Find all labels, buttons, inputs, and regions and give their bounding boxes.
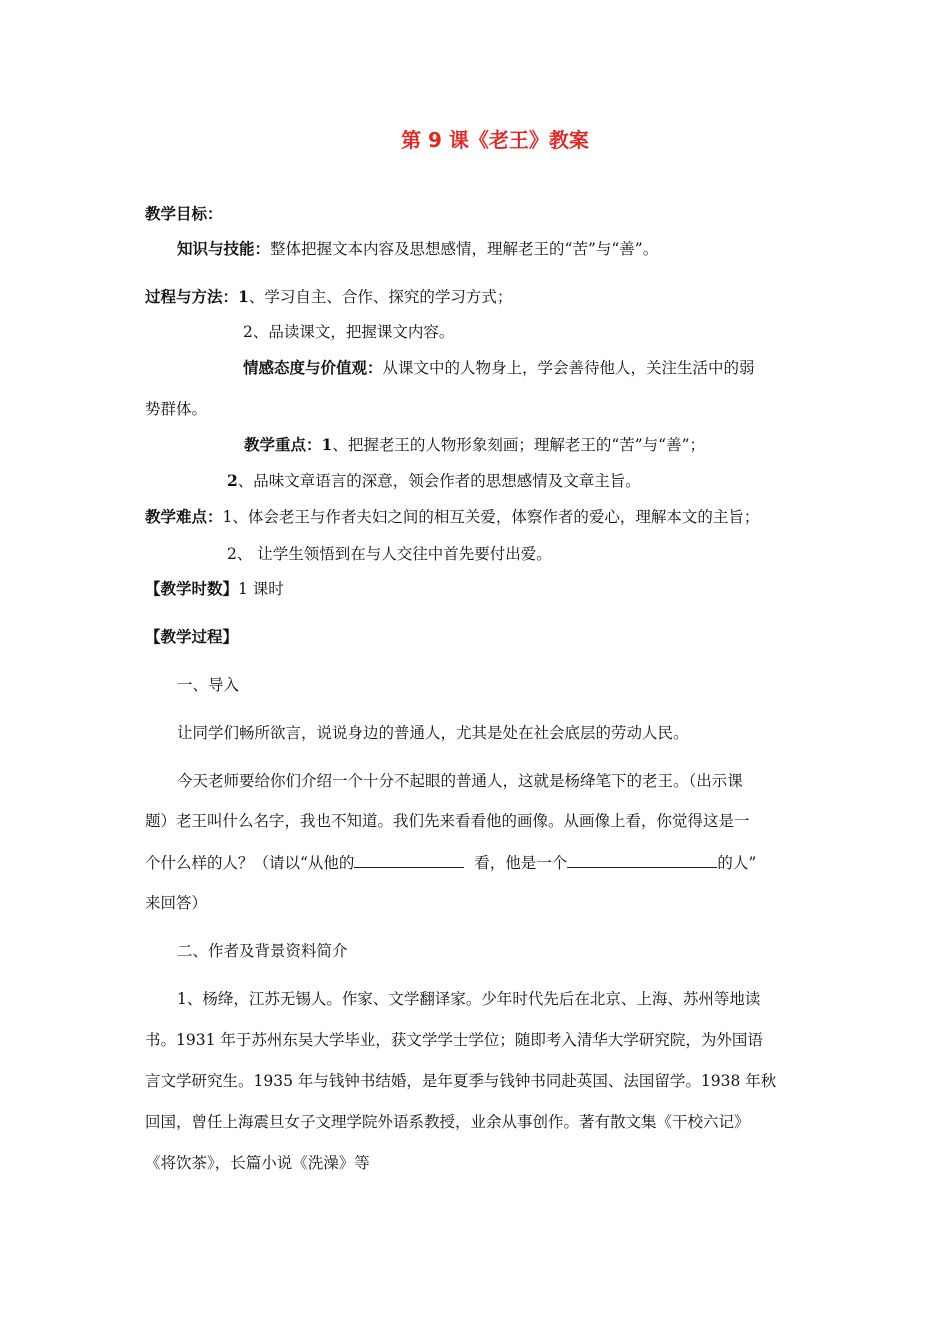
difficulty-label: 教学难点： — [145, 507, 223, 526]
key-item1-num: 1 — [321, 435, 333, 454]
section1-heading: 一、导入 — [177, 676, 240, 694]
knowledge-line — [177, 238, 658, 260]
process-item1-text: 、学习自主、合作、探究的学习方式； — [248, 288, 513, 306]
knowledge-text: 整体把握文本内容及思想感情，理解老王的“苦”与“善”。 — [270, 240, 659, 258]
key-item1-text: 、把握老王的人物形象刻画；理解老王的“苦”与“善”； — [332, 436, 706, 454]
section2-line3: 言文学研究生。1935 年与钱钟书结婚，是年夏季与钱钟书同赴英国、法国留学。1938 年秋 — [145, 1072, 777, 1090]
key-label: 教学重点： — [244, 435, 322, 454]
section1-p2-line4: 来回答） — [145, 894, 208, 912]
section2-line5: 《将饮茶》，长篇小说《洗澡》等 — [145, 1154, 370, 1172]
hours-line — [145, 578, 284, 600]
emotion-label: 情感态度与价值观： — [243, 358, 383, 377]
answer-blank-2[interactable] — [567, 851, 717, 868]
key-points-line1 — [244, 434, 705, 456]
section2-line1: 1、杨绛，江苏无锡人。作家、文学翻译家。少年时代先后在北京、上海、苏州等地读 — [177, 990, 761, 1008]
section2-heading: 二、作者及背景资料简介 — [177, 942, 348, 960]
emotion-text-line2: 势群体。 — [145, 400, 208, 418]
difficulty-item2: 2、 让学生领悟到在与人交往中首先要付出爱。 — [227, 545, 552, 563]
knowledge-label: 知识与技能： — [177, 239, 271, 258]
emotion-line — [243, 357, 755, 379]
difficulty-item1: 1、体会老王与作者夫妇之间的相互关爱，体察作者的爱心，理解本文的主旨； — [222, 508, 760, 526]
difficulty-line1 — [145, 506, 759, 528]
page-title: 第 9 课《老王》教案 — [401, 128, 589, 152]
section1-p2-line1: 今天老师要给你们介绍一个十分不起眼的普通人，这就是杨绛笔下的老王。（出示课 — [177, 772, 743, 790]
process-item1-num: 1 — [238, 287, 249, 306]
emotion-text-line1: 从课文中的人物身上，学会善待他人，关注生活中的弱 — [382, 359, 755, 377]
hours-value: 1 课时 — [238, 580, 284, 598]
key-points-line2 — [227, 470, 641, 492]
answer-blank-1[interactable] — [354, 851, 464, 868]
prompt-part-c: 的人” — [717, 854, 757, 872]
key-item2-text: 、品味文章语言的深意，领会作者的思想感情及文章主旨。 — [237, 472, 641, 490]
key-item2-num: 2 — [227, 471, 238, 490]
process-heading: 【教学过程】 — [145, 627, 239, 646]
prompt-part-b: 看，他是一个 — [474, 854, 568, 872]
section2-line4: 回国，曾任上海震旦女子文理学院外语系教授，业余从事创作。著有散文集《干校六记》 — [145, 1113, 750, 1131]
objectives-heading: 教学目标： — [145, 204, 223, 223]
section1-p2-line3 — [145, 851, 756, 874]
prompt-part-a: 个什么样的人？（请以“从他的 — [145, 854, 355, 872]
section2-line2: 书。1931 年于苏州东吴大学毕业，获文学学士学位；随即考入清华大学研究院，为外国语 — [145, 1031, 763, 1049]
process-item2: 2、品读课文，把握课文内容。 — [243, 323, 455, 341]
hours-label: 【教学时数】 — [145, 579, 239, 598]
section1-paragraph1: 让同学们畅所欲言，说说身边的普通人，尤其是处在社会底层的劳动人民。 — [177, 724, 689, 742]
process-label: 过程与方法： — [145, 287, 239, 306]
section1-p2-line2: 题）老王叫什么名字，我也不知道。我们先来看看他的画像。从画像上看，你觉得这是一 — [145, 812, 750, 830]
process-line — [145, 286, 512, 308]
